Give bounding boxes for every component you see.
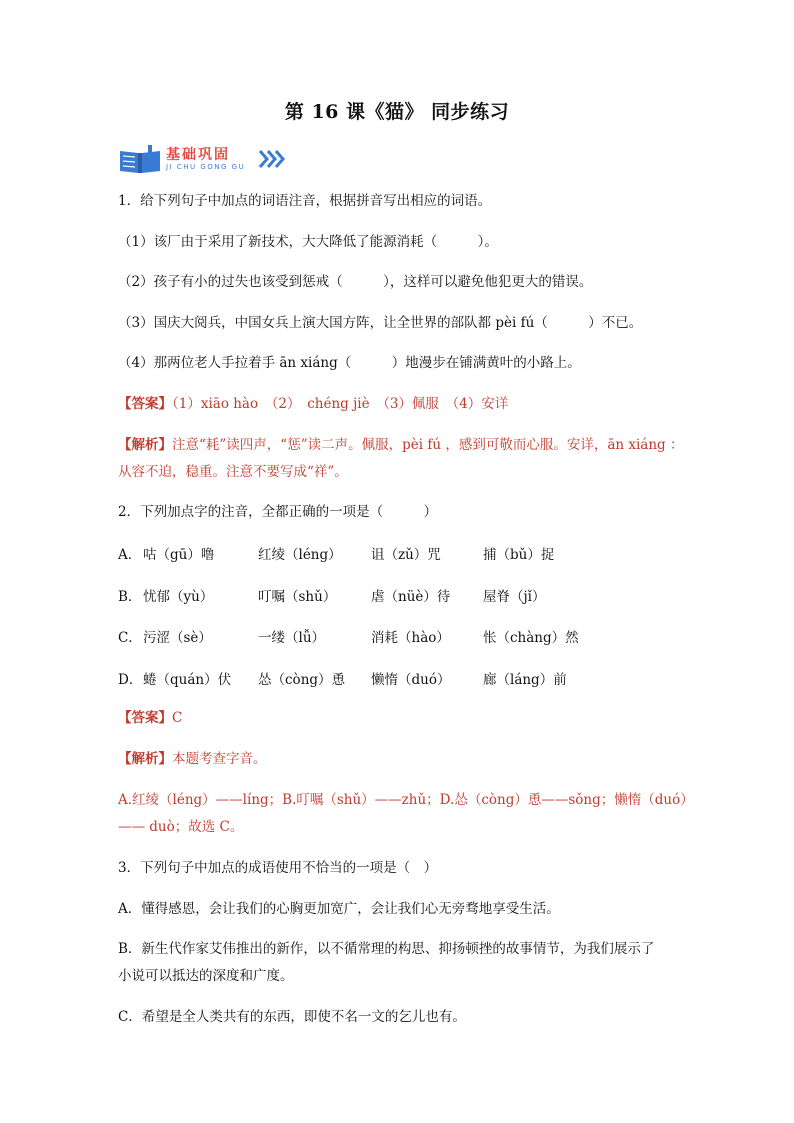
option-cell: 诅（zǔ）咒 bbox=[371, 547, 441, 563]
q2-analysis bbox=[118, 749, 267, 769]
analysis-label: 【解析】 bbox=[118, 437, 172, 453]
option-cell: 懒惰（duó） bbox=[371, 672, 451, 688]
section-badge bbox=[118, 143, 288, 179]
q1-item-4: （4）那两位老人手拉着手 ān xiáng（ ）地漫步在铺满黄叶的小路上。 bbox=[118, 355, 581, 371]
q1-answer bbox=[118, 394, 508, 414]
answer-text: C bbox=[172, 710, 183, 726]
answer-text: （1）xiāo hào （2） chéng jiè （3）佩服 （4）安详 bbox=[172, 396, 509, 412]
option-cell: 咕（gū）噜 bbox=[143, 547, 215, 563]
q3-option-b-line2: 小说可以抵达的深度和广度。 bbox=[118, 968, 294, 984]
option-cell: 一缕（lǚ） bbox=[258, 630, 326, 646]
q2-detail-line1: A.红绫（léng）——líng；B.叮嘱（shǔ）——zhǔ；D.怂（còng）恿——sǒng；懒惰（duó） bbox=[118, 792, 694, 808]
option-cell: 廊（láng）前 bbox=[483, 672, 567, 688]
q1-analysis-line2: 从容不迫，稳重。注意不要写成“祥”。 bbox=[118, 464, 348, 480]
q2-stem: 2．下列加点字的注音，全都正确的一项是（ ） bbox=[118, 504, 438, 520]
q1-item-2: （2）孩子有小的过失也该受到惩戒（ ），这样可以避免他犯更大的错误。 bbox=[118, 274, 593, 290]
option-cell: 屋脊（jǐ） bbox=[483, 589, 546, 605]
book-icon bbox=[118, 145, 162, 175]
option-cell: 忧郁（yù） bbox=[143, 589, 214, 605]
option-cell: 污涩（sè） bbox=[143, 630, 212, 646]
option-cell: 消耗（hào） bbox=[371, 630, 450, 646]
analysis-text: 注意“耗”读四声，“惩”读二声。佩服，pèi fú ，感到可敬而心服。安详，ān xiáng ： bbox=[172, 437, 684, 453]
q2-answer bbox=[118, 708, 182, 728]
option-cell: 蜷（quán）伏 bbox=[143, 672, 232, 688]
analysis-text: 本题考查字音。 bbox=[172, 751, 267, 767]
answer-label: 【答案】 bbox=[118, 710, 172, 726]
badge-text: 基础巩固 bbox=[166, 147, 230, 163]
option-cell: 叮嘱（shǔ） bbox=[258, 589, 337, 605]
q3-option-a: A．懂得感恩，会让我们的心胸更加宽广，会让我们心无旁骛地享受生活。 bbox=[118, 901, 560, 917]
option-cell: 红绫（léng） bbox=[258, 547, 342, 563]
answer-label: 【答案】 bbox=[118, 396, 172, 412]
q1-stem: 1．给下列句子中加点的词语注音，根据拼音写出相应的词语。 bbox=[118, 193, 492, 209]
option-cell: 怂（còng）恿 bbox=[258, 672, 346, 688]
q1-item-3: （3）国庆大阅兵，中国女兵上演大国方阵，让全世界的部队都 pèi fú（ ）不已。 bbox=[118, 315, 643, 331]
option-letter: A． bbox=[118, 547, 142, 563]
option-letter: C． bbox=[118, 630, 142, 646]
q3-stem: 3．下列句子中加点的成语使用不恰当的一项是（ ） bbox=[118, 860, 438, 876]
q2-detail-line2: —— duò；故选 C。 bbox=[118, 819, 244, 835]
option-cell: 怅（chàng）然 bbox=[483, 630, 579, 646]
q1-item-1: （1）该厂由于采用了新技术，大大降低了能源消耗（ ）。 bbox=[118, 234, 498, 250]
option-cell: 捕（bǔ）捉 bbox=[483, 547, 555, 563]
badge-subtext: JI CHU GONG GU bbox=[166, 163, 246, 171]
page-title: 第 16 课《猫》 同步练习 bbox=[284, 101, 510, 123]
q1-analysis-line1 bbox=[118, 435, 683, 455]
option-cell: 虐（nüè）待 bbox=[371, 589, 451, 605]
chevrons-icon bbox=[258, 149, 286, 169]
option-letter: D． bbox=[118, 672, 143, 688]
option-letter: B． bbox=[118, 589, 142, 605]
q3-option-b-line1: B．新生代作家艾伟推出的新作，以不循常理的构思、抑扬顿挫的故事情节，为我们展示了 bbox=[118, 941, 655, 957]
analysis-label: 【解析】 bbox=[118, 751, 172, 767]
q3-option-c: C．希望是全人类共有的东西，即使不名一文的乞儿也有。 bbox=[118, 1009, 466, 1025]
